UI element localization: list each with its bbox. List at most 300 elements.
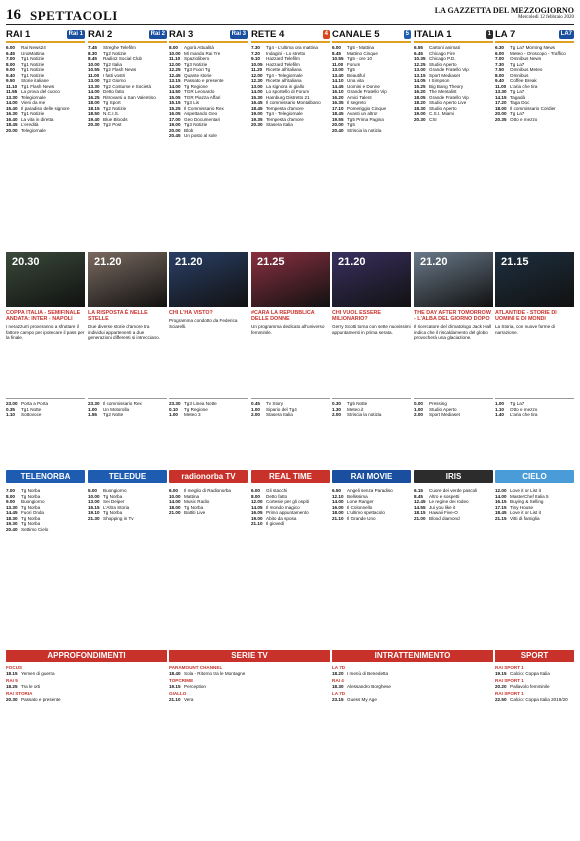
schedule-time: 0.00 [414,401,423,406]
channel-name: RAI 2 [88,29,113,40]
schedule-program: Le regine dei rodeo [429,499,469,504]
schedule-program: Tg Regione [184,406,208,412]
schedule-time: 16.30 [6,111,18,116]
schedule-time: 20.00 [332,122,344,127]
schedule-time: 18.45 [251,105,263,111]
channel-name: LA 7 [495,29,516,40]
schedule-time: 14.00 [6,100,18,105]
schedule-program: Ritrovarsi a San Valentino [103,94,156,100]
schedule-list [169,488,248,516]
schedule-time: 14.00 [332,499,344,504]
schedule-time: 18.30 [6,515,18,521]
late-schedule [88,398,167,418]
schedule-program: Tg Norba [103,493,123,499]
schedule-program: Alessandro Borghese [347,683,391,689]
schedule-program: Tg2 Giorno [103,78,126,83]
schedule-time: 19.10 [88,510,100,515]
schedule-time: 20.35 [495,116,507,122]
channel-name: ITALIA 1 [414,29,452,40]
evening-time: 21.15 [501,256,529,268]
schedule-program: CSI [429,116,437,122]
late-schedule [6,398,85,418]
channel-column-4 [332,28,411,133]
schedule-program: Il Commissario Rex [184,105,224,111]
schedule-time: 0.10 [169,406,178,412]
schedule-time: 14.55 [414,504,426,510]
page-header [6,6,574,25]
schedule-time: 19.40 [88,116,100,122]
schedule-list [88,488,167,521]
schedule-program: Chicago P.D. [429,56,456,61]
local-channels-header [6,470,574,484]
listing-channel: RAI SPORT 1 [495,665,524,670]
schedule-time: 6.30 [495,45,504,50]
feature-block [414,310,493,341]
evening-photo [6,252,85,307]
schedule-time: 13.00 [88,78,100,83]
schedule-program: Tg5 - ore 10 [347,56,373,61]
schedule-time: 6.00 [251,488,260,493]
schedule-time: 8.45 [332,50,341,56]
schedule-program: TGR Piazza Affari [184,94,221,100]
schedule-program: Tg Norba [103,510,123,515]
schedule-program: Buying & Selling [510,499,544,504]
schedule-time: 22.50 [495,696,507,702]
schedule-time: 13.00 [251,83,263,89]
channel-logo: 1 [487,31,491,37]
schedule-time: 10.00 [88,493,100,499]
schedule-program: Studio Aperto [429,61,457,67]
channel-logo: Rai 3 [231,31,246,37]
evening-picks [6,252,574,307]
schedule-program: Meteo 3 [184,412,201,417]
schedule-program: Tg La7 [510,111,525,116]
schedule-program: Pressing [429,401,447,406]
schedule-program: Tg1 Notizie [21,72,45,78]
listing-channel: LA 7D [332,665,346,670]
schedule-time: 20.30 [6,696,18,702]
schedule-time: 17.10 [332,105,344,111]
feature-title: #CARA LA REPUBBLICA DELLE DONNE [251,310,315,322]
feature-title: THE DAY AFTER TOMORROW - L'ALBA DEL GIORNO DOPO [414,310,491,322]
schedule-program: Jui you like it [429,504,456,510]
schedule-program: Tg2 Notizie [103,50,127,56]
schedule-time: 18.00 [88,100,100,105]
schedule-program: Omnibus News [510,56,542,61]
schedule-time: 15.30 [251,94,263,100]
paper-name: LA GAZZETTA DEL MEZZOGIORNO [434,6,574,15]
schedule-program: Hazzard Telefilm [266,61,300,67]
evening-photo [332,252,411,307]
listing-channel: GIALLO [169,691,187,696]
schedule-list [332,45,411,133]
late-schedule [495,398,574,418]
schedule-program: Porta a Porta [21,401,49,406]
schedule-program: Tg La7 [510,61,525,67]
schedule-program: Yemen di guerra [21,670,55,676]
evening-time: 20.30 [12,256,40,268]
listing-channel: FOCUS [6,665,23,670]
schedule-time: 15.25 [414,83,426,89]
listing-channel: RAI 5 [6,678,18,683]
schedule-time: 13.00 [88,499,100,504]
evening-time: 21.20 [175,256,203,268]
schedule-program: C.S.I. Miami [429,111,455,116]
schedule-time: 12.00 [251,499,263,504]
schedule-time: 9.10 [251,56,260,61]
schedule-program: Guess My Age [347,696,377,702]
listing-item [495,691,574,702]
evening-photo [88,252,167,307]
schedule-program: Tg1 Notizie [21,56,45,61]
schedule-program: Tg1 Notte [21,406,42,412]
schedule-time: 19.15 [495,670,507,676]
schedule-time: 1.00 [495,401,504,406]
schedule-program: Vieni da me [21,100,46,105]
schedule-time: 1.00 [251,406,260,412]
schedule-program: Tv Story [266,401,284,406]
schedule-time: 8.30 [88,50,97,56]
schedule-program: Abito da sposa [266,515,297,521]
section-header: SERIE TV [169,650,330,662]
schedule-program: Tg5 - Mattina [347,45,375,50]
schedule-row [6,697,86,703]
schedule-program: UnoMattina [21,50,45,56]
channel-logo: Rai 1 [68,31,83,37]
schedule-row [6,671,86,677]
section-header: SPORT [495,650,574,662]
schedule-program: Tg1 Notizie [21,67,45,72]
section-list [495,665,574,704]
schedule-row [88,412,167,418]
schedule-program: Sport Mediaset [429,412,460,417]
schedule-time: 18.50 [88,111,100,116]
schedule-row [169,684,249,690]
schedule-program: Tg Norba [21,504,41,510]
channel-column-1 [88,28,167,128]
schedule-program: Il meglio di Radionorba [184,488,231,493]
schedule-program: L'aria che tira [510,83,538,89]
schedule-row [251,521,330,527]
schedule-time: 21.00 [169,510,181,515]
channel-name: RAI 1 [6,29,31,40]
channel-logo: 4 [324,31,328,37]
listing-channel: RAI 4 [332,678,344,683]
schedule-program: Detto fatto [266,493,288,499]
schedule-time: 14.00 [88,89,100,94]
channel-header: TELEDUE [88,470,167,483]
schedule-time: 18.15 [6,670,18,676]
feature-block [6,310,85,341]
schedule-program: Indagini - Lo stretto [266,50,306,56]
schedule-time: 14.05 [414,78,426,83]
evening-photo [169,252,248,307]
schedule-time: 12.45 [169,72,181,78]
late-schedule [332,398,411,418]
schedule-row [332,684,412,690]
schedule-program: Blood diamond [429,515,460,521]
schedule-time: 19.00 [169,122,181,127]
schedule-program: Un Motorolla [103,406,130,412]
schedule-time: 16.15 [88,504,100,510]
schedule-time: 18.45 [332,111,344,116]
schedule-time: 16.20 [414,89,426,94]
schedule-time: 21.10 [169,696,181,702]
schedule-time: 13.00 [332,67,344,72]
schedule-row [414,412,493,418]
schedule-program: Tagadà [510,94,526,100]
schedule-time: 9.50 [6,78,15,83]
paper-masthead [435,6,574,21]
schedule-time: 13.30 [6,94,18,100]
schedule-program: Bellissima [347,493,368,499]
channel-header [414,28,493,43]
schedule-program: L'ultimo spettacolo [347,510,385,515]
schedule-row [251,122,330,128]
schedule-time: 21.00 [414,515,426,521]
schedule-time: 11.10 [6,83,18,89]
schedule-time: 8.00 [251,493,260,499]
schedule-time: 20.00 [495,111,507,116]
schedule-time: 18.05 [414,94,426,100]
schedule-time: 12.10 [332,493,344,499]
schedule-program: Blob [184,127,194,133]
schedule-program: Geo Documentari [184,116,221,122]
schedule-program: Tempesta d'amore [266,116,304,122]
schedule-program: The Mentalist [429,89,457,94]
channel-column-5 [414,28,493,122]
channel-column-3 [251,28,330,128]
schedule-time: 10.55 [332,56,344,61]
schedule-list [495,45,574,122]
schedule-program: Tiny House [510,504,534,510]
schedule-program: Studio Aperto Live [429,100,467,105]
schedule-program: Hamburg Distretto 21 [266,94,310,100]
late-schedule [414,398,493,418]
schedule-time: 20.30 [414,116,426,122]
schedule-time: 8.00 [6,493,15,499]
schedule-program: La vita in diretta [21,116,54,122]
channel-logo: LA7 [560,31,572,37]
section-title: SPETTACOLI [30,8,118,23]
feature-block [251,310,330,335]
schedule-program: Lone Ranger [347,499,374,504]
listing-item [495,678,574,689]
schedule-program: Chicago Fire [429,50,456,56]
schedule-time: 20.00 [6,127,18,133]
schedule-time: 9.40 [495,78,504,83]
schedule-program: Beautiful [347,72,365,78]
schedule-program: Streghe Telefilm [103,45,136,50]
schedule-time: 20.20 [495,683,507,689]
schedule-program: Altro e sospetti [429,493,460,499]
feature-block [88,310,167,341]
schedule-row [332,697,412,703]
schedule-time: 13.30 [495,89,507,94]
schedule-time: 0.45 [251,401,260,406]
schedule-program: Tg2 Post [103,122,122,127]
schedule-time: 12.25 [169,67,181,72]
section-list [6,665,86,704]
schedule-program: Hawaii Five-O [429,510,458,515]
schedule-time: 12.30 [251,78,263,83]
section-list [332,665,412,704]
evening-time: 21.25 [257,256,285,268]
schedule-program: Primo appuntamento [266,510,309,515]
channel-header: radionorba TV [169,470,248,483]
schedule-row [6,527,85,533]
schedule-time: 7.00 [495,56,504,61]
feature-text: Il ricercatore del climatologo Jack Hall indica che il riscaldamento del globo provocherà una glaciazione. [414,324,492,340]
schedule-time: 8.45 [414,493,423,499]
schedule-program: Tg4 - L'ultima ora mattina [266,45,318,50]
schedule-program: TGR Leonardo [184,89,215,94]
schedule-program: Sottovoce [21,412,42,417]
channel-column-6 [495,28,574,122]
channel-name: RAI 3 [169,29,194,40]
schedule-program: Tg2 Italia [103,61,122,67]
schedule-program: Quante storie [184,72,212,78]
schedule-time: 16.15 [495,499,507,504]
schedule-time: 0.35 [6,406,15,412]
schedule-time: 18.15 [414,510,426,515]
schedule-time: 6.00 [169,488,178,493]
schedule-list [88,45,167,128]
schedule-time: 20.30 [88,122,100,127]
schedule-program: Omnibus [510,72,529,78]
schedule-row [88,516,167,522]
schedule-program: Il Grande Uno [347,515,376,521]
schedule-time: 13.30 [88,83,100,89]
schedule-time: 18.20 [332,670,344,676]
schedule-row [169,697,249,703]
listing-item [6,691,86,702]
schedule-time: 1.00 [169,412,178,417]
schedule-program: Sei Deiper [103,499,125,504]
schedule-time: 9.40 [6,72,15,78]
schedule-program: Telegiornale [21,127,46,133]
schedule-row [332,128,411,134]
feature-text: La Storia, con nuove forme di narrazione. [495,324,556,335]
schedule-time: 6.55 [414,45,423,50]
schedule-time: 14.10 [332,78,344,83]
schedule-list [251,488,330,527]
listing-channel: RAI SPORT 1 [495,678,524,683]
feature-title: COPPA ITALIA - SEMIFINALE ANDATA: INTER - NAPOLI [6,310,81,322]
schedule-time: 7.00 [6,488,15,493]
schedule-program: Taga Doc [510,100,530,105]
schedule-program: Pomeriggio Cinque [347,105,387,111]
schedule-program: La prova del cuoco [21,89,60,94]
schedule-program: Fuori Onda [21,510,44,515]
schedule-program: Radio2 Social Club [103,56,143,61]
schedule-program: Agorà Attualità [184,45,214,50]
schedule-time: 8.00 [169,45,178,50]
schedule-time: 19.15 [169,683,181,689]
listing-item [495,665,574,676]
schedule-time: 20.45 [169,133,181,138]
channel-header: CIELO [495,470,574,483]
schedule-program: Meteo.it [347,406,364,412]
listing-channel: PARAMOUNT CHANNEL [169,665,223,670]
feature-title: CHI VUOL ESSERE MILIONARIO? [332,310,382,322]
schedule-program: Tra le orti [21,683,41,689]
channel-header [332,28,411,43]
schedule-time: 11.00 [88,72,100,78]
schedule-program: Tg3 Linea Notte [184,401,217,406]
schedule-time: 16.35 [332,100,344,105]
schedule-program: Settimo Cielo [21,526,49,532]
feature-text: Programma condotto da Federica Sciarelli. [169,318,238,329]
schedule-time: 18.25 [6,683,18,689]
schedule-program: Buongiorno [21,499,45,504]
schedule-program: Otto e mezzo [510,406,538,412]
schedule-time: 14.15 [495,94,507,100]
schedule-time: 18.40 [169,670,181,676]
schedule-time: 7.30 [495,61,504,67]
schedule-time: 1.40 [495,412,504,417]
schedule-time: 1.00 [414,406,423,412]
schedule-time: 2.00 [414,412,423,417]
schedule-program: Love it or List it [510,488,541,493]
schedule-program: Blue Bloods [103,116,128,122]
schedule-time: 20.40 [6,526,18,532]
schedule-program: Il commissario Cordier [510,105,556,111]
schedule-row [495,412,574,418]
section-list [169,665,249,704]
schedule-time: 18.45 [495,510,507,515]
schedule-program: Tg3 Lis [184,100,200,105]
schedule-program: Striscia la notizia [347,127,382,133]
schedule-program: Stasera Italia [266,122,293,127]
schedule-program: I menù di Benedetta [347,670,389,676]
schedule-list [6,488,85,532]
schedule-program: Il Colonnello [347,504,373,510]
schedule-program: Tg La7 Morning News [510,45,555,50]
schedule-program: I Simpson [429,78,450,83]
channel-header [495,28,574,43]
schedule-program: La signora in giallo [266,83,305,89]
listing-channel: RAI SPORT 1 [495,691,524,696]
schedule-program: Tg1 Flash News [21,83,55,89]
schedule-time: 0.30 [332,401,341,406]
schedule-time: 6.45 [6,50,15,56]
schedule-row [495,697,574,703]
schedule-time: 1.00 [88,406,97,412]
schedule-time: 1.10 [6,412,15,417]
schedule-row [495,684,574,690]
schedule-program: Forum [347,61,361,67]
schedule-time: 10.55 [88,67,100,72]
schedule-program: Buongiorno [103,488,127,493]
schedule-row [169,510,248,516]
schedule-time: 6.00 [332,45,341,50]
channel-header [251,28,330,43]
schedule-time: 13.15 [169,78,181,83]
schedule-program: Tg1 Notizie [21,61,45,67]
listing-item [6,665,86,676]
schedule-program: Meteo - Oroscopo - Traffico [510,50,566,56]
schedule-time: 11.55 [6,89,18,94]
schedule-time: 7.00 [6,56,15,61]
schedule-time: 18.00 [169,504,181,510]
schedule-time: 9.00 [6,499,15,504]
schedule-time: 14.00 [251,89,263,94]
schedule-program: Sola - Ritorno tra le Montagne [184,670,246,676]
schedule-program: Pallavolo femminile [510,683,550,689]
schedule-time: 6.00 [495,50,504,56]
schedule-time: 10.05 [251,61,263,67]
